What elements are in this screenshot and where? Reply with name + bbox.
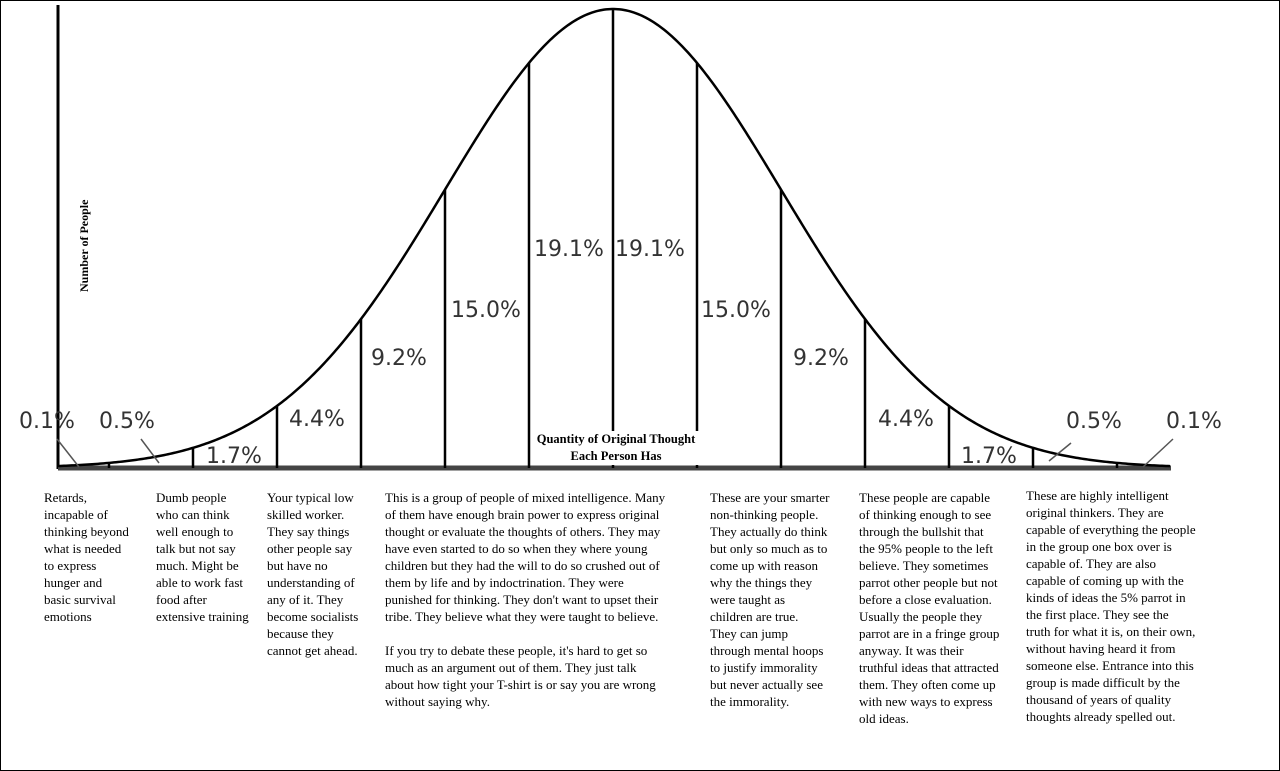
segment-dividers: [109, 9, 1117, 468]
percent-label-14: 0.1%: [1166, 409, 1222, 434]
description-group-3: Your typical low skilled worker. They say things other people say but have no understanding of any of it. They become socialists because they cannot get ahead.: [267, 490, 359, 658]
y-axis-label: Number of People: [77, 199, 91, 292]
percent-label-7: 19.1%: [534, 237, 604, 262]
percent-label-3: 1.7%: [206, 444, 262, 469]
percent-label-8: 19.1%: [615, 237, 685, 262]
description-group-5: These are your smarter non-thinking people. They actually do think but only so much as to come up with reason why the things they were taught as children are true. They can jump through mental hoops to justify immorality but never actually see the immorality.: [710, 490, 830, 709]
percent-label-6: 15.0%: [451, 298, 521, 323]
description-group-4: This is a group of people of mixed intelligence. Many of them have enough brain power to express original thought or evaluate the thoughts of others. They may have even started to do so when they where young children but they had the will to do so crushed out of them by life and by indoctrination. They were punished for thinking. They don't want to upset their tribe. They believe what they were taught to believe. If you try to debate these people, it's hard to get so much as an argument out of them. They just talk about how tight your T-shirt is or say you are wrong without saying why.: [385, 490, 666, 709]
description-group-7: These are highly intelligent original thinkers. They are capable of everything the people in the group one box over is capable of. They are also capable of coming up with the kinds of ideas the 5% parrot in the first place. They see the truth for what it is, on their own, without having heard it from someone else. Entrance into this group is made difficult by the thousand of years of quality thoughts already spelled out.: [1026, 488, 1196, 724]
description-group-6: These people are capable of thinking enough to see through the bullshit that the 95% people to the left believe. They sometimes parrot other people but not before a close evaluation. Usually the people they parrot are in a fringe group anyway. It was their truthful ideas that attracted them. They often come up with new ways to express old ideas.: [859, 490, 1000, 726]
percent-label-13: 0.5%: [1066, 409, 1122, 434]
percent-label-9: 15.0%: [701, 298, 771, 323]
percent-label-11: 4.4%: [878, 407, 934, 432]
percent-label-12: 1.7%: [961, 444, 1017, 469]
percent-label-1: 0.1%: [19, 409, 75, 434]
percent-label-10: 9.2%: [793, 346, 849, 371]
description-group-1: Retards, incapable of thinking beyond what is needed to express hunger and basic survival emotions: [44, 490, 129, 624]
percent-label-2: 0.5%: [99, 409, 155, 434]
description-group-2: Dumb people who can think well enough to talk but not say much. Might be able to work fast food after extensive training: [156, 490, 249, 624]
leader-line-1: [57, 439, 79, 467]
leader-line-4: [1143, 439, 1173, 467]
x-axis-label: Quantity of Original Thought Each Person Has: [531, 431, 701, 465]
percent-label-5: 9.2%: [371, 346, 427, 371]
percent-label-4: 4.4%: [289, 407, 345, 432]
